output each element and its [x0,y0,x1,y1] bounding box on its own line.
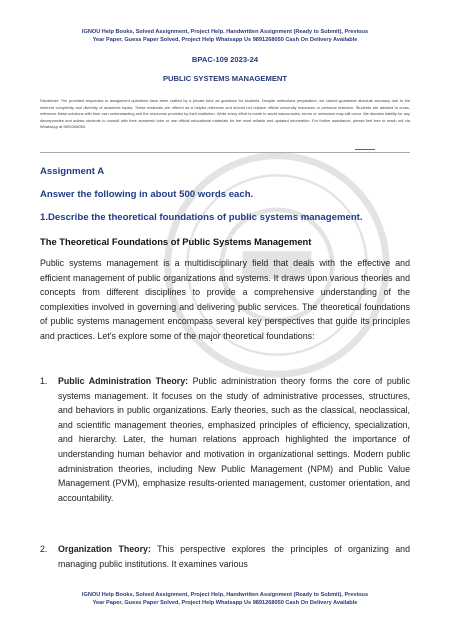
list-item [40,374,411,505]
header-line-1: IGNOU Help Books, Solved Assignment, Project Help, Handwritten Assignment (Ready to Submit), Previous [81,29,369,35]
list-item-text: This perspective explores the principles of organizing and managing public institutions. It examines various [58,544,411,569]
footer-line-1: IGNOU Help Books, Solved Assignment, Project Help, Handwritten Assignment (Ready to Submit), Previous [81,592,369,598]
header-banner [40,28,410,44]
footer-line-2: Year Paper, Guess Paper Solved, Project Help Whatsapp Us 9891268050 Cash On Delivery Available [92,600,358,606]
intro-paragraph: Public systems management is a multidisciplinary field that deals with the effective and efficient management of public organizations and systems. It draws upon various theories and concepts from different disciplines to provide a comprehensive understanding of the complexities involved in governing and delivering public services. The theoretical foundations of public systems management encompass several key perspectives that guide its principles and practices. Let's explore some of the major theoretical foundations: [40,258,410,341]
header-divider [40,152,410,153]
footer-banner [40,591,410,607]
list-item-number: 1. [40,376,48,386]
document-title: PUBLIC SYSTEMS MANAGEMENT [162,74,288,83]
answer-heading: The Theoretical Foundations of Public Systems Management [40,236,312,247]
list-item [40,542,411,571]
question-heading: 1.Describe the theoretical foundations of public systems management. [40,212,363,223]
section-heading: Assignment A [40,166,105,177]
list-item-text: Public administration theory forms the core of public systems management. It focuses on the study of administrative processes, structures, and behaviors in public organizations. Early theories, such as the classical, neoclassical, and scientific management theories, emphasized principles of efficiency, specialization, and hierarchy. Later, the human relations approach highlighted the importance of understanding human behavior and motivation in organizational settings. Modern public administration theories, including New Public Management (NPM) and Public Value Management (PVM), emphasize results-oriented management, customer orientation, and accountability. [58,376,411,503]
disclaimer-end-mark [355,149,375,150]
disclaimer-text: Disclaimer: The provided responses to assignment questions have been crafted by a private tutor as guidance for students. Despite meticulous preparation, we cannot guarantee absolute accuracy due to the inherent complexity and diversity of academic topics. These materials are offered as a helpful reference and should not replace official university resources or personal research. Students are advised to cross-reference these solutions with their own understanding and the resources provided by their institution. While every effort is made to avoid inaccuracies, errors or omissions may still occur. We disclaim liability for any discrepancies and advise students to consult with their academic tutor or use official educational materials for the most reliable and updated information. For further assistance, please feel free to reach out via WhatsApp at 9891268050. [40,98,410,130]
course-code: BPAC-109 2023-24 [191,55,259,64]
list-item-term: Organization Theory: [58,544,151,554]
list-item-term: Public Administration Theory: [58,376,189,386]
list-item-number: 2. [40,544,48,554]
header-line-2: Year Paper, Guess Paper Solved, Project Help Whatsapp Us 9891268050 Cash On Delivery Available [92,37,358,43]
instruction-text: Answer the following in about 500 words each. [40,189,254,200]
